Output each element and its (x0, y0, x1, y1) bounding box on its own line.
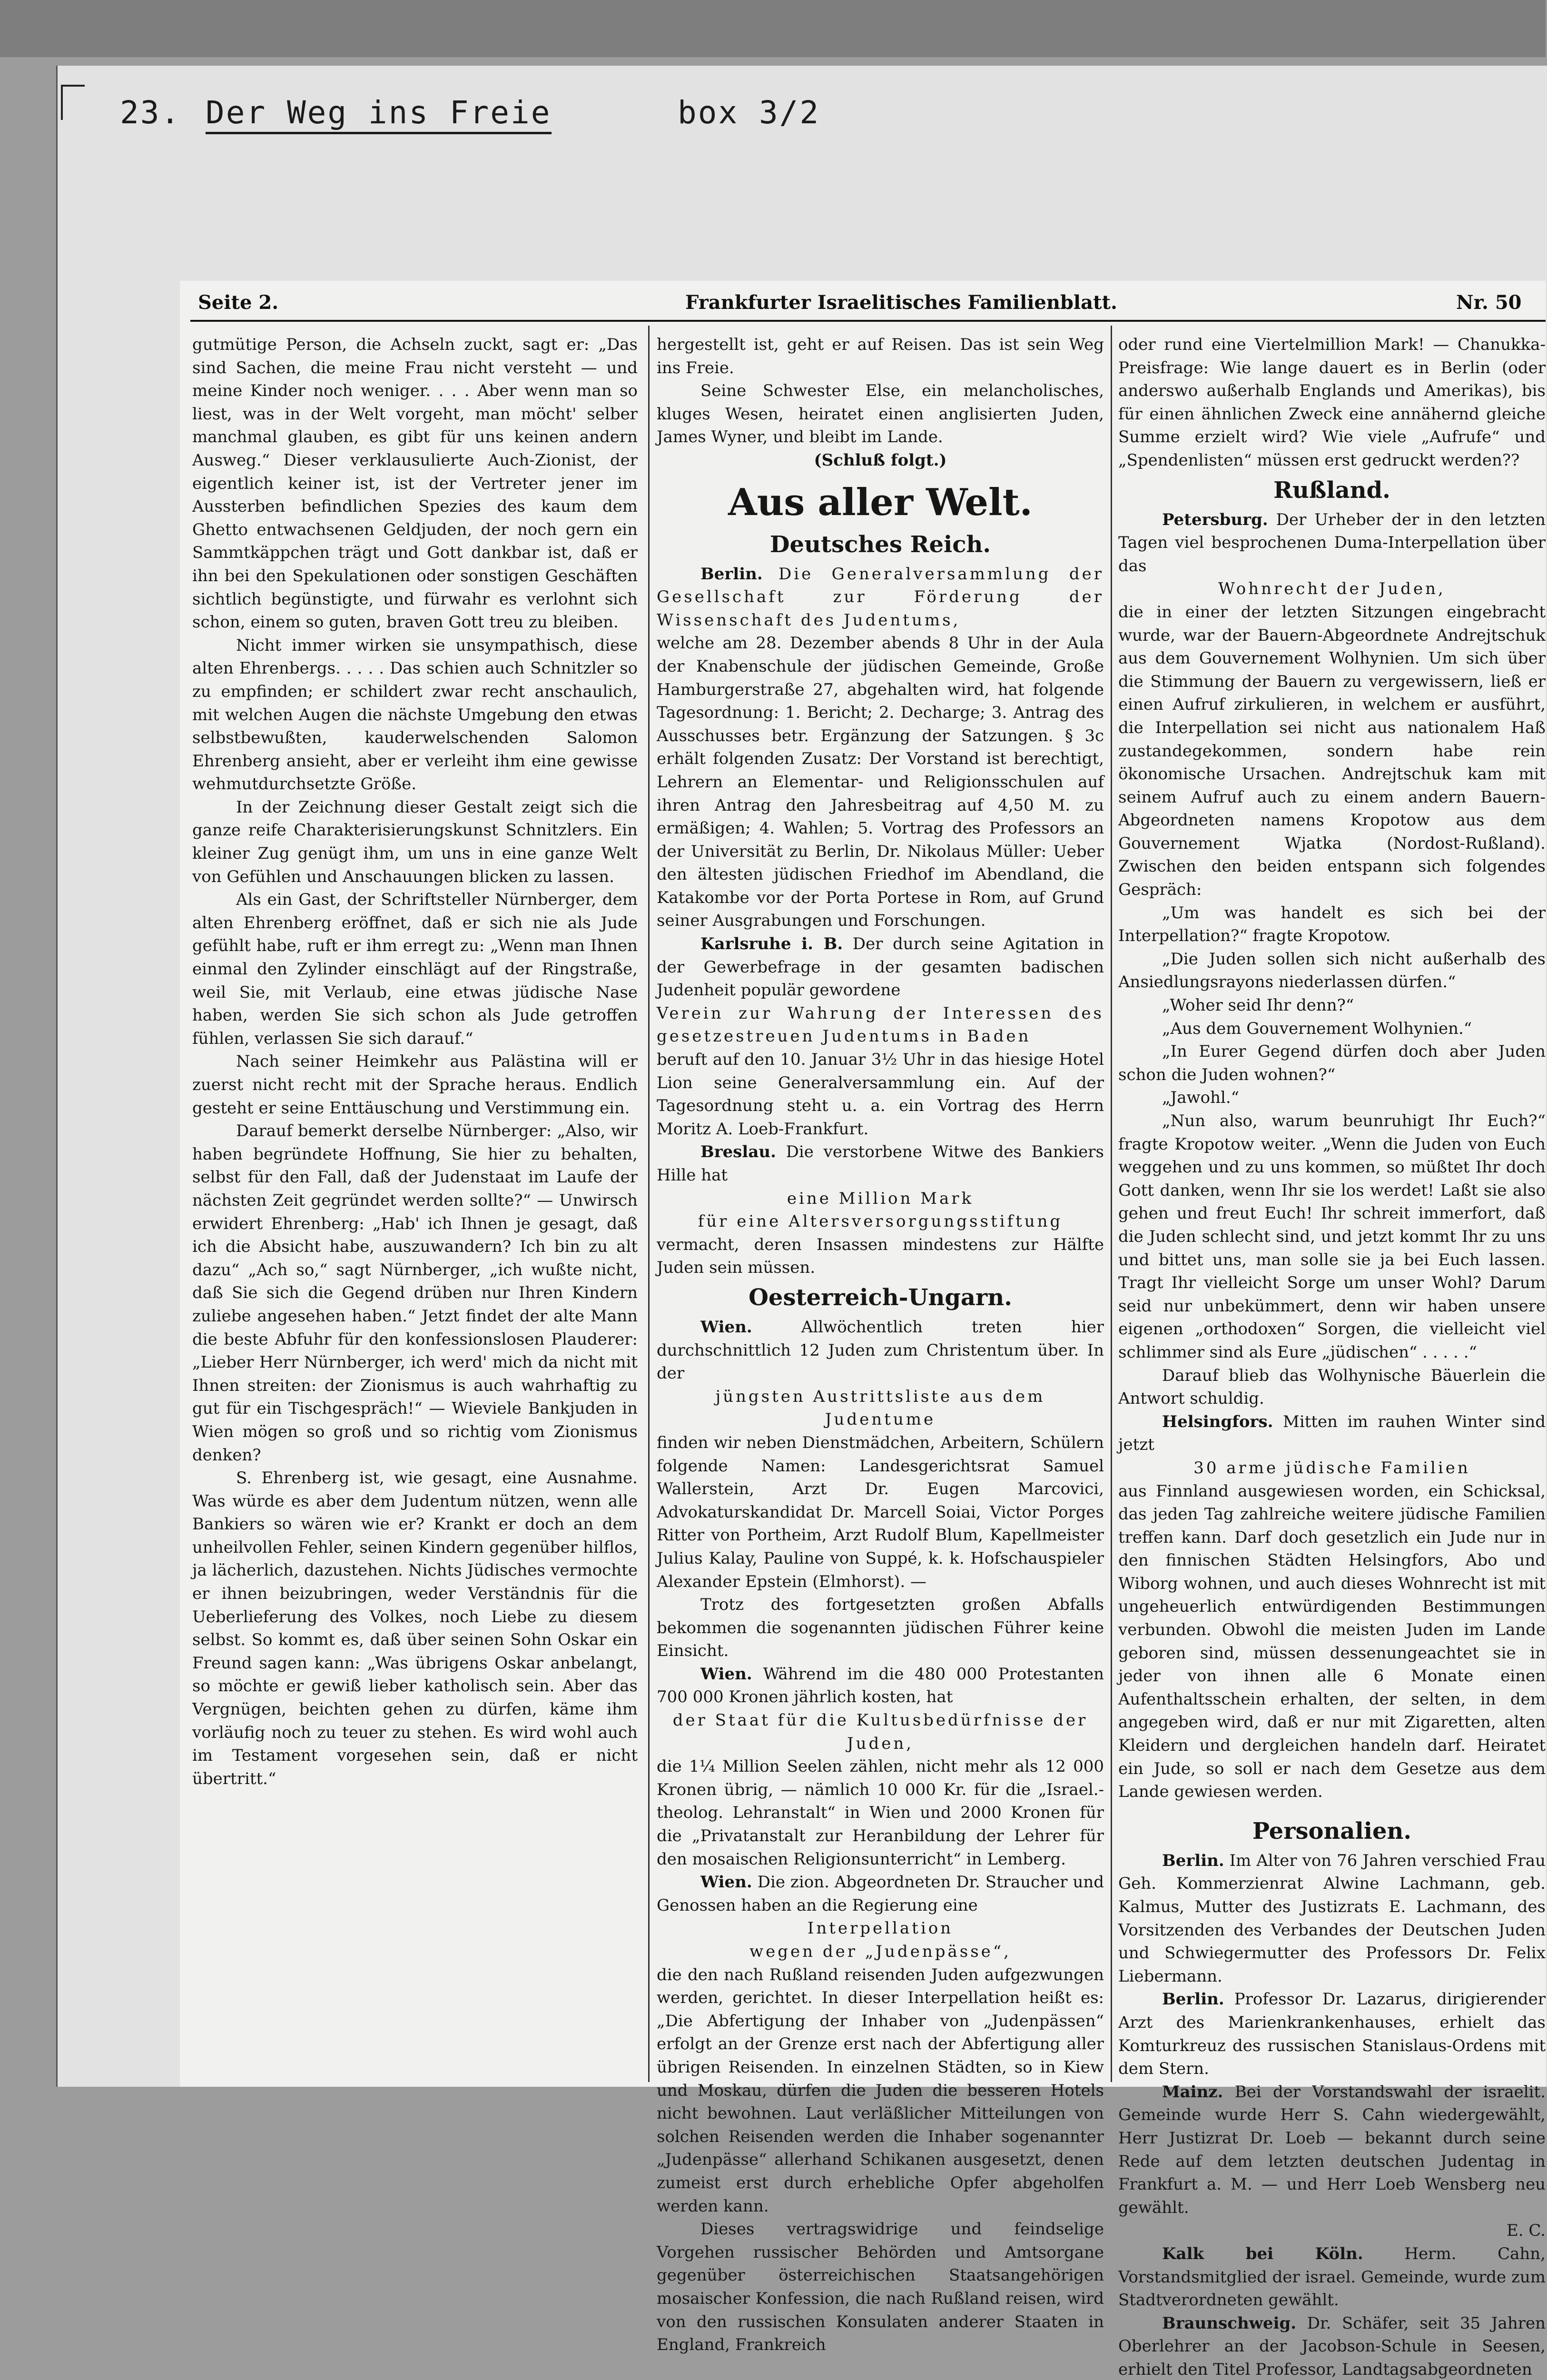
dateline: Mainz. (1162, 2082, 1223, 2102)
news-item-karlsruhe: Karlsruhe i. B. Der durch seine Agitation in der Gewerbefrage in der gesamten badischen Judenheit populär gewordene (657, 934, 1104, 1000)
section-heading-russia: Rußland. (1273, 476, 1390, 504)
news-text: finden wir neben Dienstmädchen, Arbeitern, Schülern folgende Namen: Landesgerichtsrat Samuel Wallerstein, Arzt Dr. Eugen Marcovici, Advokaturskandidat Dr. Marcell Soiai, Victor Porges Ritter von Portheim, Arzt Rudolf Blum, Kapellmeister Julius Kalay, Pauline von Suppé, k. k. Hofschauspieler Alexander Epstein (Elmhorst). — (657, 1433, 1104, 1591)
column-divider-2 (1111, 326, 1112, 2082)
news-emphasis: eine Million Mark (787, 1189, 974, 1208)
dateline: Petersburg. (1162, 510, 1268, 529)
news-item-breslau: Breslau. Die verstorbene Witwe des Bankiers Hille hat (657, 1142, 1104, 1185)
news-item-kalk: Kalk bei Köln. Herm. Cahn, Vorstandsmitglied der israel. Gemeinde, wurde zum Stadtverordneten gewählt. (1118, 2244, 1546, 2310)
news-text: oder rund eine Viertelmillion Mark! — Chanukka-Preisfrage: Wie lange dauert es in Berlin (oder anderswo außerhalb Englands und Amerikas), bis für einen ähnlichen Zweck eine annähernd gleiche Summe erzielt wird? Wie viele „Aufrufe“ und „Spendenlisten“ müssen erst gedruckt werden?? (1118, 335, 1546, 470)
news-emphasis: jüngsten Austrittsliste aus dem Judentume (715, 1387, 1045, 1429)
scanner-background (0, 0, 1546, 57)
dialogue-line: „Nun also, warum beunruhigt Ihr Euch?“ fragte Kropotow weiter. „Wenn die Juden von Euch weggehen und zu uns kommen, so müßtet Ihr doch Gott danken, wenn Ihr sie los werdet! Laßt sie also gehen und freut Euch! Ihr schreit immerfort, daß die Juden schlecht sind, und jetzt kommt Ihr zu uns und bittet uns, man solle sie ja bei Euch lassen. Tragt Ihr vielleicht Sorge um unser Wohl? Darum seid nur unbekümmert, denn wir haben unsere eigenen „orthodoxen“ Sorgen, die vielleicht viel schlimmer sind als Eure „jüdischen“ . . . . .“ (1118, 1111, 1546, 1362)
section-heading-austria: Oesterreich-Ungarn. (749, 1284, 1012, 1311)
dateline: Helsingfors. (1162, 1412, 1273, 1431)
dialogue-line: „Jawohl.“ (1162, 1088, 1240, 1108)
news-item-wien-3: Wien. Die zion. Abgeordneten Dr. Straucher und Genossen haben an die Regierung eine (657, 1873, 1104, 1915)
dateline: Berlin. (1162, 1990, 1224, 2009)
news-item-wien-2: Wien. Während im die 480 000 Protestanten 700 000 Kronen jährlich kosten, hat (657, 1664, 1104, 1707)
section-heading-personal: Personalien. (1252, 1817, 1412, 1844)
dateline: Wien. (700, 1664, 752, 1684)
news-text: Trotz des fortgesetzten großen Abfalls bekommen die sogenannten jüdischen Führer keine Einsicht. (657, 1595, 1104, 1661)
news-item-berlin: Berlin. Die Generalversammlung der Gesellschaft zur Förderung der Wissenschaft des Judentums, (657, 564, 1104, 630)
news-emphasis: Verein zur Wahrung der Interessen des gesetzestreuen Judentums in Baden (657, 1003, 1104, 1046)
dialogue-line: „In Eurer Gegend dürfen doch aber Juden schon die Juden wohnen?“ (1118, 1042, 1546, 1084)
dateline: Wien. (700, 1873, 752, 1892)
news-emphasis: für eine Altersversorgungsstiftung (698, 1212, 1063, 1231)
news-emphasis: der Staat für die Kultusbedürfnisse der Juden, (672, 1711, 1088, 1753)
news-text: Dieses vertragswidrige und feindselige Vorgehen russischer Behörden und Amtsorgane gegenüber österreichischen Staatsangehörigen mosaischer Konfession, die nach Rußland reisen, wird von den russischen Konsulaten anderer Staaten in England, Frankreich (657, 2220, 1104, 2355)
column-3 (1118, 333, 1546, 2379)
archive-number: 23. (120, 94, 181, 131)
article-paragraph: hergestellt ist, geht er auf Reisen. Das ist sein Weg ins Freie. (657, 335, 1104, 377)
section-heading-germany: Deutsches Reich. (769, 531, 991, 558)
dateline: Breslau. (700, 1142, 776, 1162)
news-text: aus Finnland ausgewiesen worden, ein Schicksal, das jeden Tag zahlreiche weitere jüdische Familien treffen kann. Darf doch gesetzlich ein Jude nur in den finnischen Städten Helsingfors, Abo und Wiborg wohnen, und auch dieses Wohnrecht ist mit ungeheuerlich entwürdigenden Bestimmungen verbunden. Obwohl die meisten Juden im Lande geboren sind, müssen dessenungeachtet sie in jeder von ihnen alle 6 Monate einen Aufenthaltsschein erhalten, der selten, in dem angegeben wird, daß er nur mit Zigaretten, alten Kleidern und dergleichen handeln darf. Heiratet ein Jude, so soll er nach dem Gesetze aus dem Lande gewiesen werden. (1118, 1481, 1546, 1802)
article-paragraph: Darauf bemerkt derselbe Nürnberger: „Also, wir haben begründete Hoffnung, Sie hier zu behalten, selbst für den Fall, daß der Judenstaat im Laufe der nächsten Zeit gegründet werden sollte?“ — Unwirsch erwidert Ehrenberg: „Hab' ich Ihnen je gesagt, daß ich die Absicht habe, auszuwandern? Ich bin zu alt dazu“ „Ach so,“ sagt Nürnberger, „ich wußte nicht, daß Sie sich die Gegend drüben nur Ihren Kindern zuliebe angesehen haben.“ Jetzt findet der alte Mann die beste Abfuhr für den konfessionslosen Plauderer: „Lieber Herr Nürnberger, ich werd' mich da nicht mit Ihnen streiten: der Zionismus is auch wahrhaftig zu gut für ein Tischgespräch!“ — Wieviele Bankjuden in Wien mögen so groß und so richtig vom Zionismus denken? (192, 1121, 638, 1465)
dialogue-line: „Die Juden sollen sich nicht außerhalb des Ansiedlungsrayons niederlassen dürfen.“ (1118, 949, 1546, 992)
article-paragraph: Nicht immer wirken sie unsympathisch, diese alten Ehrenbergs. . . . . Das schien auch Schnitzler so zu empfinden; er schildert zwar recht anschaulich, mit welchen Augen die nächste Umgebung den etwas selbstbewußten, kauderwelschenden Salomon Ehrenberg ansieht, aber er verleiht ihm eine gewisse wehmutdurchsetzte Größe. (192, 635, 638, 794)
article-paragraph: S. Ehrenberg ist, wie gesagt, eine Ausnahme. Was würde es aber dem Judentum nützen, wenn alle Bankiers so wären wie er? Krankt er doch an dem unheilvollen Fehler, seinen Kindern gegenüber hilflos, ja lächerlich, dazustehen. Nichts Jüdisches vermochte er ihnen beizubringen, weder Verständnis für die Ueberlieferung des Volkes, noch Liebe zu diesem selbst. So kommt es, daß über seinen Sohn Oskar ein Freund sagen kann: „Was übrigens Oskar anbelangt, so möchte er gewiß lieber katholisch sein. Aber das Vergnügen, beichten gehen zu dürfen, käme ihm vorläufig noch zu teuer zu stehen. Es wird wohl auch im Testament vorgesehen sein, daß er nicht übertritt.“ (192, 1468, 638, 1788)
dateline: Berlin. (1162, 1851, 1224, 1870)
dialogue-line: „Woher seid Ihr denn?“ (1162, 996, 1354, 1015)
news-emphasis: wegen der „Judenpässe“, (749, 1942, 1011, 1961)
news-item-berlin-1: Berlin. Im Alter von 76 Jahren verschied Frau Geh. Kommerzienrat Alwine Lachmann, geb. Kalmus, Mutter des Justizrats E. Lachmann, des Vorsitzenden des Verbandes der Deutschen Juden und Schwiegermutter des Professors Dr. Felix Liebermann. (1118, 1851, 1546, 1986)
news-text: die in einer der letzten Sitzungen eingebracht wurde, war der Bauern-Abgeordnete Andrejtschuk aus dem Gouvernement Wolhynien. Um sich über die Stimmung der Bauern zu vergewissern, ließ er einen Aufruf zirkulieren, in welchem er ausführt, die Interpellation sei nicht aus nationalem Haß zustandegekommen, sondern habe rein ökonomische Ursachen. Andrejtschuk kam mit seinem Aufruf auch zu einem andern Bauern-Abgeordneten namens Kropotow aus dem Gouvernement Wjatka (Nordost-Rußland). Zwischen den beiden entspann sich folgendes Gespräch: (1118, 602, 1546, 900)
news-item-berlin-2: Berlin. Professor Dr. Lazarus, dirigierender Arzt des Marienkrankenhauses, erhielt das Komturkreuz des russischen Stanislaus-Ordens mit dem Stern. (1118, 1990, 1546, 2079)
dialogue-line: „Aus dem Gouvernement Wolhynien.“ (1162, 1019, 1472, 1038)
dialogue-line: „Um was handelt es sich bei der Interpellation?“ fragte Kropotow. (1118, 903, 1546, 946)
dateline: Wien. (700, 1317, 752, 1337)
article-paragraph: Seine Schwester Else, ein melancholisches, kluges Wesen, heiratet einen anglisierten Juden, James Wyner, und bleibt im Lande. (657, 381, 1104, 447)
dateline: Braunschweig. (1162, 2313, 1297, 2333)
news-item-petersburg: Petersburg. Der Urheber der in den letzten Tagen viel besprochenen Duma-Interpellation über das (1118, 510, 1546, 575)
article-paragraph: In der Zeichnung dieser Gestalt zeigt sich die ganze reife Charakterisierungskunst Schnitzlers. Ein kleiner Zug genügt ihm, um uns in eine ganze Welt von Gefühlen und Anschauungen blicken zu lassen. (192, 797, 638, 886)
news-item-helsingfors: Helsingfors. Mitten im rauhen Winter sind jetzt (1118, 1412, 1546, 1455)
news-text: die 1¼ Million Seelen zählen, nicht mehr als 12 000 Kronen übrig, — nämlich 10 000 Kr. für die „Israel.-theolog. Lehranstalt“ in Wien und 2000 Kronen für die „Privatanstalt zur Heranbildung der Lehrer für den mosaischen Religionsunterricht“ in Lemberg. (657, 1757, 1104, 1869)
news-item-wien-1: Wien. Allwöchentlich treten hier durchschnittlich 12 Juden zum Christentum über. In der (657, 1317, 1104, 1383)
news-text: beruft auf den 10. Januar 3½ Uhr in das hiesige Hotel Lion seine Generalversammlung ein. Auf der Tagesordnung steht u. a. ein Vortrag des Herrn Moritz A. Loeb-Frankfurt. (657, 1050, 1104, 1139)
continued-note: (Schluß folgt.) (814, 450, 947, 470)
news-text: die den nach Rußland reisenden Juden aufgezwungen werden, gerichtet. In dieser Interpellation heißt es: „Die Abfertigung der Inhaber von „Judenpässen“ erfolgt an der Grenze erst nach der Abfertigung aller übrigen Reisenden. In einzelnen Städten, so in Kiew und Moskau, dürfen die Juden die besseren Hotels nicht bewohnen. Laut verläßlicher Mitteilungen von solchen Reisenden werden die Inhaber sogenannter „Judenpässe“ allerhand Schikanen ausgesetzt, denen zumeist erst durch erhebliche Opfer abgeholfen werden kann. (657, 1965, 1104, 2216)
dialogue-line: Darauf blieb das Wolhynische Bäuerlein die Antwort schuldig. (1118, 1366, 1546, 1408)
news-text: welche am 28. Dezember abends 8 Uhr in der Aula der Knabenschule der jüdischen Gemeinde, Große Hamburgerstraße 27, abgehalten wird, hat folgende Tagesordnung: 1. Bericht; 2. Decharge; 3. Antrag des Ausschusses betr. Ergänzung der Satzungen. § 3c erhält folgenden Zusatz: Der Vorstand ist berechtigt, Lehrern an Elementar- und Religionsschulen auf ihren Antrag den Jahresbeitrag auf 4,50 M. zu ermäßigen; 4. Wahlen; 5. Vortrag des Professors an der Universität zu Berlin, Dr. Nikolaus Müller: Ueber den ältesten jüdischen Friedhof im Abendland, die Katakombe vor der Porta Portese in Rom, auf Grund seiner Ausgrabungen und Forschungen. (657, 634, 1104, 931)
dateline: Kalk bei Köln. (1162, 2244, 1363, 2263)
article-paragraph: Als ein Gast, der Schriftsteller Nürnberger, dem alten Ehrenberg eröffnet, daß er sich nie als Jude gefühlt habe, ruft er ihm erregt zu: „Wenn man Ihnen einmal den Zylinder einschlägt auf der Ringstraße, weil Sie, mit Verlaub, eine etwas jüdische Nase haben, werden Sie sich schon als Jude getroffen fühlen, verlassen Sie sich darauf.“ (192, 890, 638, 1048)
news-item-mainz: Mainz. Bei der Vorstandswahl der israelit. Gemeinde wurde Herr S. Cahn wiedergewählt, Herr Justizrat Dr. Loeb — bekannt durch seine Rede auf dem letzten deutschen Judentag in Frankfurt a. M. — und Herr Loeb Wensberg neu gewählt. (1118, 2082, 1546, 2217)
column-2 (657, 333, 1104, 2355)
dateline: Karlsruhe i. B. (700, 934, 843, 954)
news-text: vermacht, deren Insassen mindestens zur Hälfte Juden sein müssen. (657, 1235, 1104, 1278)
news-item-braunschweig: Braunschweig. Dr. Schäfer, seit 35 Jahren Oberlehrer an der Jacobson-Schule in Seesen, erhielt den Titel Professor, Landtagsabgeordneten (1118, 2313, 1546, 2379)
article-paragraph: gutmütige Person, die Achseln zuckt, sagt er: „Das sind Sachen, die meine Frau nicht versteht — und meine Kinder noch weniger. . . . Aber wenn man so liest, was in der Welt vorgeht, man möcht' selber manchmal glauben, es gibt für uns keinen andern Ausweg.“ Dieser verklausulierte Auch-Zionist, der eigentlich keiner ist, ist der Vertreter jener im Aussterben befindlichen Spezies des kaum dem Ghetto entwachsenen Geldjuden, der noch gern ein Sammtkäppchen trägt und Gott dankbar ist, daß er ihn bei den Spekulationen oder sonstigen Geschäften sichtlich begünstigte, und fürwahr es verlohnt sich schon, einem so guten, braven Gott treu zu bleiben. (192, 335, 638, 632)
signature: E. C. (1506, 2221, 1546, 2241)
newspaper-masthead: Frankfurter Israelitisches Familienblatt. (685, 291, 1117, 314)
news-emphasis: Wohnrecht der Juden, (1218, 579, 1446, 599)
corner-crop-mark (61, 85, 85, 120)
header-rule (190, 320, 1546, 322)
article-paragraph: Nach seiner Heimkehr aus Palästina will er zuerst nicht recht mit der Sprache heraus. Endlich gesteht er seine Enttäuschung und Verstimmung ein. (192, 1052, 638, 1118)
news-emphasis: 30 arme jüdische Familien (1193, 1458, 1470, 1478)
dateline: Berlin. (700, 564, 763, 584)
section-title: Aus aller Welt. (728, 480, 1033, 524)
archive-box-label: box 3/2 (678, 94, 820, 131)
column-divider-1 (648, 326, 650, 2082)
column-1 (192, 333, 638, 2080)
news-emphasis: Interpellation (807, 1919, 954, 1938)
newspaper-page-number: Seite 2. (198, 291, 279, 314)
archive-title: Der Weg ins Freie (206, 94, 552, 134)
newspaper-issue-number: Nr. 50 (1456, 291, 1522, 314)
